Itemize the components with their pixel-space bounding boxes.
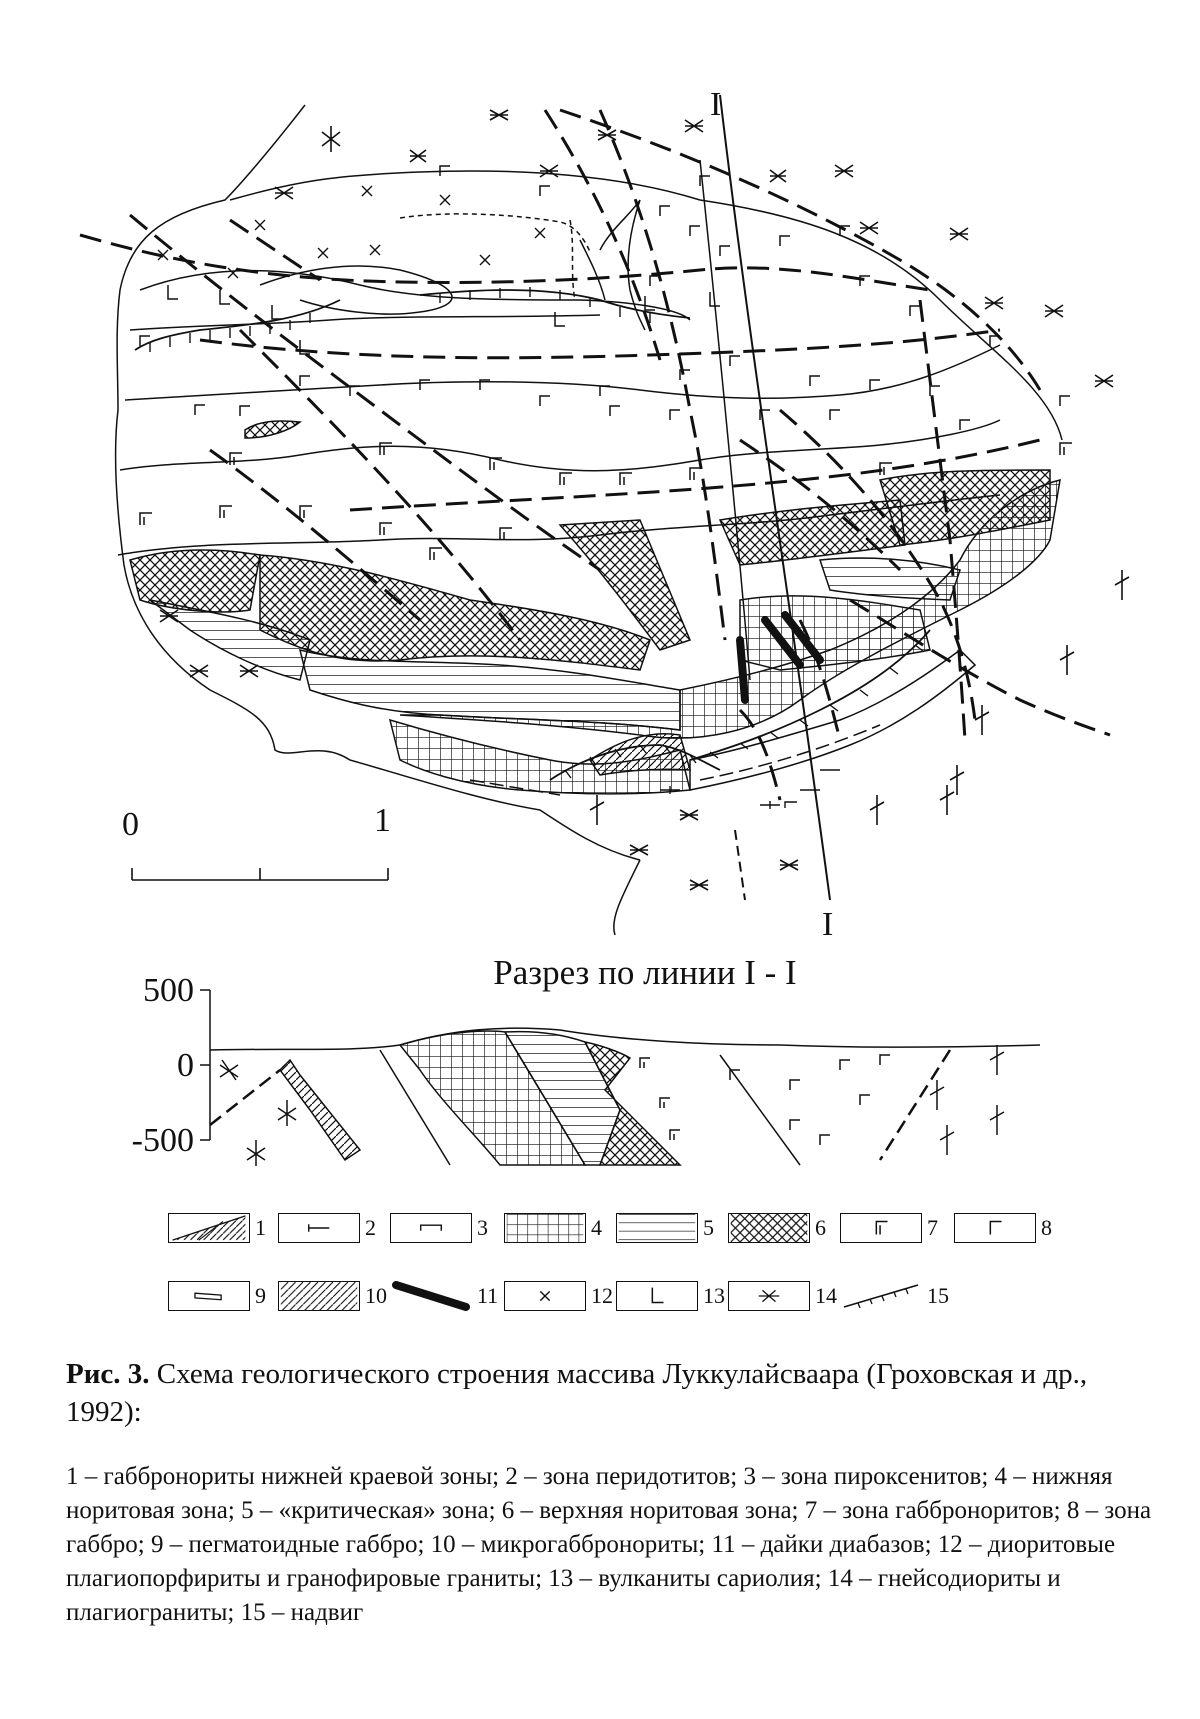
legend-swatch-7 <box>840 1213 922 1243</box>
figure-caption <box>66 1355 1146 1431</box>
legend-item-7 <box>840 1213 938 1243</box>
legend-item-1 <box>168 1213 266 1243</box>
depth-tick-0: 0 <box>177 1047 194 1084</box>
legend-num-2: 2 <box>365 1215 376 1240</box>
scale-one-label: 1 <box>374 802 391 839</box>
legend-num-6: 6 <box>815 1215 826 1240</box>
legend-num-12: 12 <box>591 1283 613 1308</box>
legend-swatch-3 <box>390 1213 472 1243</box>
legend-num-11: 11 <box>477 1283 499 1308</box>
legend-swatch-4 <box>504 1213 586 1243</box>
legend-item-3 <box>390 1213 488 1243</box>
cross-section <box>200 990 1040 1165</box>
massif-outline <box>116 105 640 860</box>
depth-tick-minus-500: -500 <box>131 1122 194 1159</box>
zone-upper-norite-west <box>130 550 260 612</box>
legend-num-7: 7 <box>927 1215 938 1240</box>
caption-label: Рис. 3. <box>66 1358 150 1390</box>
legend-swatch-15 <box>840 1281 922 1311</box>
surface-line <box>210 1028 1040 1050</box>
legend-item-9 <box>168 1281 266 1311</box>
depth-tick-500: 500 <box>143 972 194 1009</box>
legend-swatch-1 <box>168 1213 250 1243</box>
legend-num-9: 9 <box>255 1283 266 1308</box>
legend-item-10 <box>278 1281 387 1311</box>
legend-explanation: 1 – габбронориты нижней краевой зоны; 2 – зона перидотитов; 3 – зона пироксенитов; 4 – нижняя норитовая зона; 5 – «критическая» зона; 6 – верхняя норитовая зона; 7 – зона габброноритов; 8 – зона габбро; 9 – пегматоидные габбро; 10 – микрогаббронориты; 11 – дайки диабазов; 12 – диоритовые плагиопорфириты и гранофировые граниты; 13 – вулканиты сариолия; 14 – гнейсодиориты и плагиограниты; 15 – надвиг <box>66 1463 1152 1626</box>
scale-bar <box>132 868 388 880</box>
legend-swatch-8 <box>954 1213 1036 1243</box>
profile-bottom-label: I <box>822 906 834 943</box>
legend-item-15 <box>840 1281 949 1311</box>
legend-swatch-10 <box>278 1281 360 1311</box>
zone-upper-norite-center <box>260 555 650 670</box>
legend-num-13: 13 <box>703 1283 725 1308</box>
zone-fills <box>130 470 1060 795</box>
legend-swatch-12 <box>504 1281 586 1311</box>
legend-num-1: 1 <box>255 1215 266 1240</box>
legend-num-3: 3 <box>477 1215 488 1240</box>
legend-item-11 <box>390 1281 498 1311</box>
legend-swatch-13 <box>616 1281 698 1311</box>
legend-num-10: 10 <box>365 1283 387 1308</box>
legend-item-13 <box>616 1281 725 1311</box>
legend-swatch-11 <box>390 1281 472 1311</box>
legend-num-4: 4 <box>591 1215 602 1240</box>
caption-title: Схема геологического строения массива Луккулайсваара (Гроховская и др., 1992): <box>66 1358 1088 1428</box>
section-title: Разрез по линии I - I <box>493 953 797 992</box>
legend-item-5 <box>616 1213 714 1243</box>
legend-num-8: 8 <box>1041 1215 1052 1240</box>
scale-zero-label: 0 <box>122 806 139 843</box>
legend-item-6 <box>728 1213 826 1243</box>
zone-critical-east <box>820 558 960 600</box>
legend-item-14 <box>728 1281 837 1311</box>
diorite-symbols <box>158 186 545 278</box>
legend-swatch-5 <box>616 1213 698 1243</box>
legend-item-8 <box>954 1213 1052 1243</box>
legend-swatch-2 <box>278 1213 360 1243</box>
legend-num-5: 5 <box>703 1215 714 1240</box>
profile-top-label: I <box>710 86 722 123</box>
legend-swatch-6 <box>728 1213 810 1243</box>
legend-item-4 <box>504 1213 602 1243</box>
legend-swatch-9 <box>168 1281 250 1311</box>
legend-num-15: 15 <box>927 1283 949 1308</box>
legend-swatch-14 <box>728 1281 810 1311</box>
section-fault-east <box>880 1050 950 1160</box>
legend-item-12 <box>504 1281 613 1311</box>
legend-num-14: 14 <box>815 1283 837 1308</box>
section-fault-west <box>210 1070 280 1125</box>
legend-item-2 <box>278 1213 376 1243</box>
depth-axis <box>200 990 210 1140</box>
